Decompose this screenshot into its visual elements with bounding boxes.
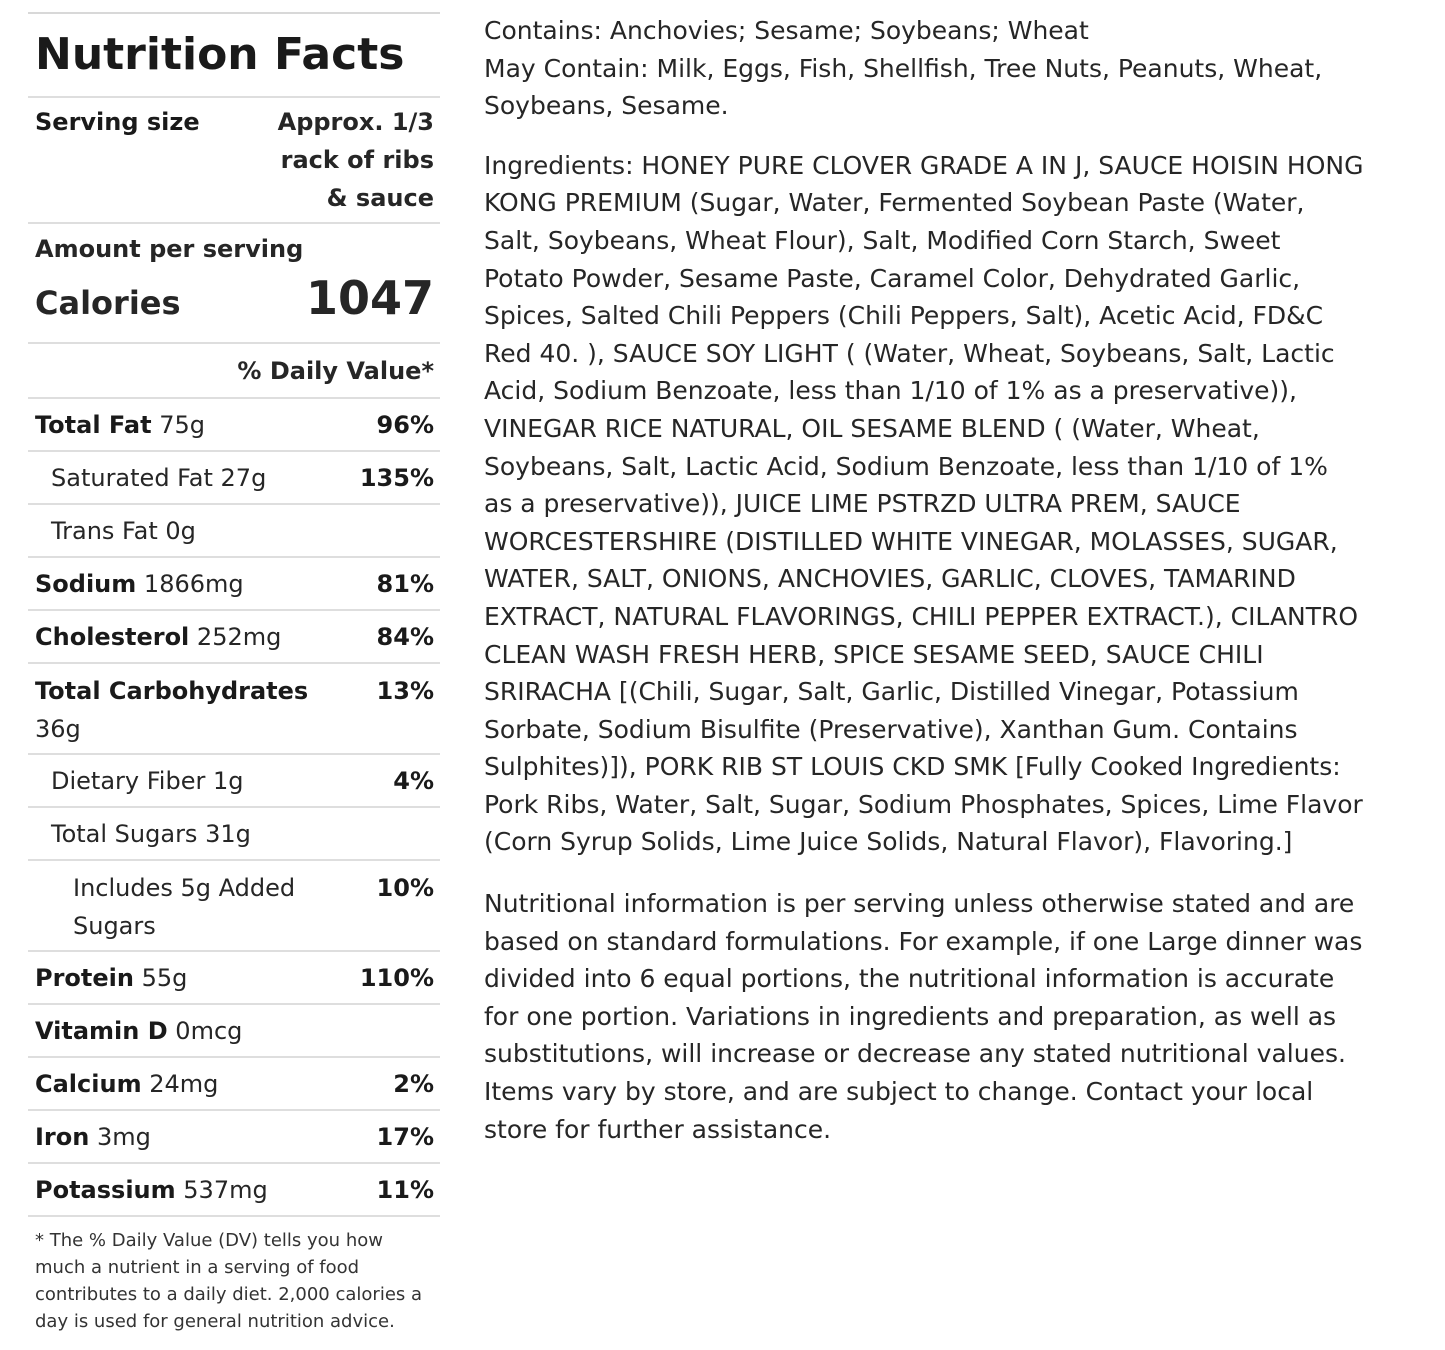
nutrient-label: Iron xyxy=(35,1122,90,1151)
nutrient-row-iron xyxy=(28,1109,440,1162)
nutrient-label: Calcium xyxy=(35,1069,142,1098)
calories-value: 1047 xyxy=(305,271,434,325)
calories-block xyxy=(28,222,440,342)
nutrient-dv: 2% xyxy=(393,1069,434,1098)
nutrient-amount: 36g xyxy=(35,715,81,743)
allergen-may-contain: May Contain: Milk, Eggs, Fish, Shellfish, Tree Nuts, Peanuts, Wheat, Soybeans, Sesame. xyxy=(484,53,1323,121)
nutrient-label: Includes 5g Added Sugars xyxy=(73,874,296,940)
nutrient-row-total-fat xyxy=(28,397,440,450)
serving-size-row xyxy=(28,96,440,222)
nutrient-amount: 537mg xyxy=(183,1175,268,1204)
nutrient-dv: 11% xyxy=(376,1175,434,1204)
nutrient-row-total-sugars xyxy=(28,806,440,859)
nutrient-row-sodium xyxy=(28,556,440,609)
nutrient-amount: 24mg xyxy=(149,1069,219,1098)
nutrient-row-added-sugars xyxy=(28,859,440,950)
amount-per-serving-label: Amount per serving xyxy=(35,235,304,263)
nutrient-row-dietary-fiber xyxy=(28,753,440,806)
nutrient-row-total-carbohydrates xyxy=(28,662,440,753)
nutrient-row-calcium xyxy=(28,1056,440,1109)
daily-value-header-label: % Daily Value* xyxy=(237,356,434,385)
nutrient-dv: 13% xyxy=(376,677,434,705)
calories-label: Calories xyxy=(35,284,181,322)
nutrient-row-potassium xyxy=(28,1162,440,1215)
nutrient-label: Cholesterol xyxy=(35,622,190,651)
nutrient-label: Trans Fat 0g xyxy=(51,516,196,545)
nutrient-dv: 96% xyxy=(376,410,434,439)
nutrient-dv: 135% xyxy=(359,463,434,492)
nutrient-row-protein xyxy=(28,950,440,1003)
nutrient-row-vitamin-d xyxy=(28,1003,440,1056)
nutrient-label: Potassium xyxy=(35,1175,176,1204)
nutrition-facts-title: Nutrition Facts xyxy=(35,29,405,80)
nutrient-amount: 0mcg xyxy=(175,1016,243,1045)
daily-value-header xyxy=(28,342,440,397)
nutrient-label: Total Sugars 31g xyxy=(51,819,251,848)
nutrition-facts-panel xyxy=(28,12,440,1335)
nutrient-dv: 81% xyxy=(376,569,434,598)
nutrition-disclaimer: Nutritional information is per serving unless otherwise stated and are based on standard formulations. For example, if one Large dinner was divided into 6 equal portions, the nutritional information is accurate for one portion. Variations in ingredients and preparation, as well as substitutions, will increase or decrease any stated nutritional values. Items vary by store, and are subject to change. Contact your local store for further assistance. xyxy=(484,889,1363,1144)
nutrient-amount: 252mg xyxy=(196,622,282,651)
nutrient-dv: 4% xyxy=(393,766,434,795)
nutrient-row-saturated-fat xyxy=(28,450,440,503)
serving-size-label: Serving size xyxy=(35,108,200,136)
nutrient-label: Sodium xyxy=(35,569,137,598)
nutrient-label: Total Carbohydrates xyxy=(35,677,309,705)
nutrient-row-trans-fat xyxy=(28,503,440,556)
nutrient-dv: 17% xyxy=(376,1122,434,1151)
nutrient-amount: 1866mg xyxy=(143,569,244,598)
daily-value-footnote: * The % Daily Value (DV) tells you how much a nutrient in a serving of food contributes to a daily diet. 2,000 calories a day is used for general nutrition advice. xyxy=(28,1215,440,1335)
nutrient-amount: 75g xyxy=(159,410,205,439)
product-info xyxy=(484,12,1364,1148)
ingredients-text: Ingredients: HONEY PURE CLOVER GRADE A IN J, SAUCE HOISIN HONG KONG PREMIUM (Sugar, Water, Fermented Soybean Paste (Water, Salt, Soybeans, Wheat Flour), Salt, Modified Corn Starch, Sweet Potato Powder, Sesame Paste, Caramel Color, Dehydrated Garlic, Spices, Salted Chili Peppers (Chili Peppers, Salt), Acetic Acid, FD&C Red 40. ), SAUCE SOY LIGHT ( (Water, Wheat, Soybeans, Salt, Lactic Acid, Sodium Benzoate, less than 1/10 of 1% as a preservative)), VINEGAR RICE NATURAL, OIL SESAME BLEND ( (Water, Wheat, Soybeans, Salt, Lactic Acid, Sodium Benzoate, less than 1/10 of 1% as a preservative)), JUICE LIME PSTRZD ULTRA PREM, SAUCE WORCESTERSHIRE (DISTILLED WHITE VINEGAR, MOLASSES, SUGAR, WATER, SALT, ONIONS, ANCHOVIES, GARLIC, CLOVES, TAMARIND EXTRACT, NATURAL FLAVORINGS, CHILI PEPPER EXTRACT.), CILANTRO CLEAN WASH FRESH HERB, SPICE SESAME SEED, SAUCE CHILI SRIRACHA [(Chili, Sugar, Salt, Garlic, Distilled Vinegar, Potassium Sorbate, Sodium Bisulfite (Preservative), Xanthan Gum. Contains Sulphites)]), PORK RIB ST LOUIS CKD SMK [Fully Cooked Ingredients: Pork Ribs, Water, Salt, Sugar, Sodium Phosphates, Spices, Lime Flavor (Corn Syrup Solids, Lime Juice Solids, Natural Flavor), Flavoring.] xyxy=(484,150,1364,857)
nutrient-label: Dietary Fiber 1g xyxy=(51,766,244,795)
nutrient-dv: 10% xyxy=(376,874,434,902)
nutrient-label: Total Fat xyxy=(35,410,152,439)
nutrient-amount: 3mg xyxy=(96,1122,151,1151)
nutrient-dv: 110% xyxy=(359,963,434,992)
nutrient-label: Saturated Fat 27g xyxy=(51,463,267,492)
nutrient-label: Vitamin D xyxy=(35,1016,168,1045)
nutrient-dv: 84% xyxy=(376,622,434,651)
allergen-contains: Contains: Anchovies; Sesame; Soybeans; Wheat xyxy=(484,16,1089,45)
nutrient-label: Protein xyxy=(35,963,134,992)
nutrient-row-cholesterol xyxy=(28,609,440,662)
nutrient-amount: 55g xyxy=(141,963,188,992)
serving-size-value: Approx. 1/3 rack of ribs & sauce xyxy=(277,108,434,212)
